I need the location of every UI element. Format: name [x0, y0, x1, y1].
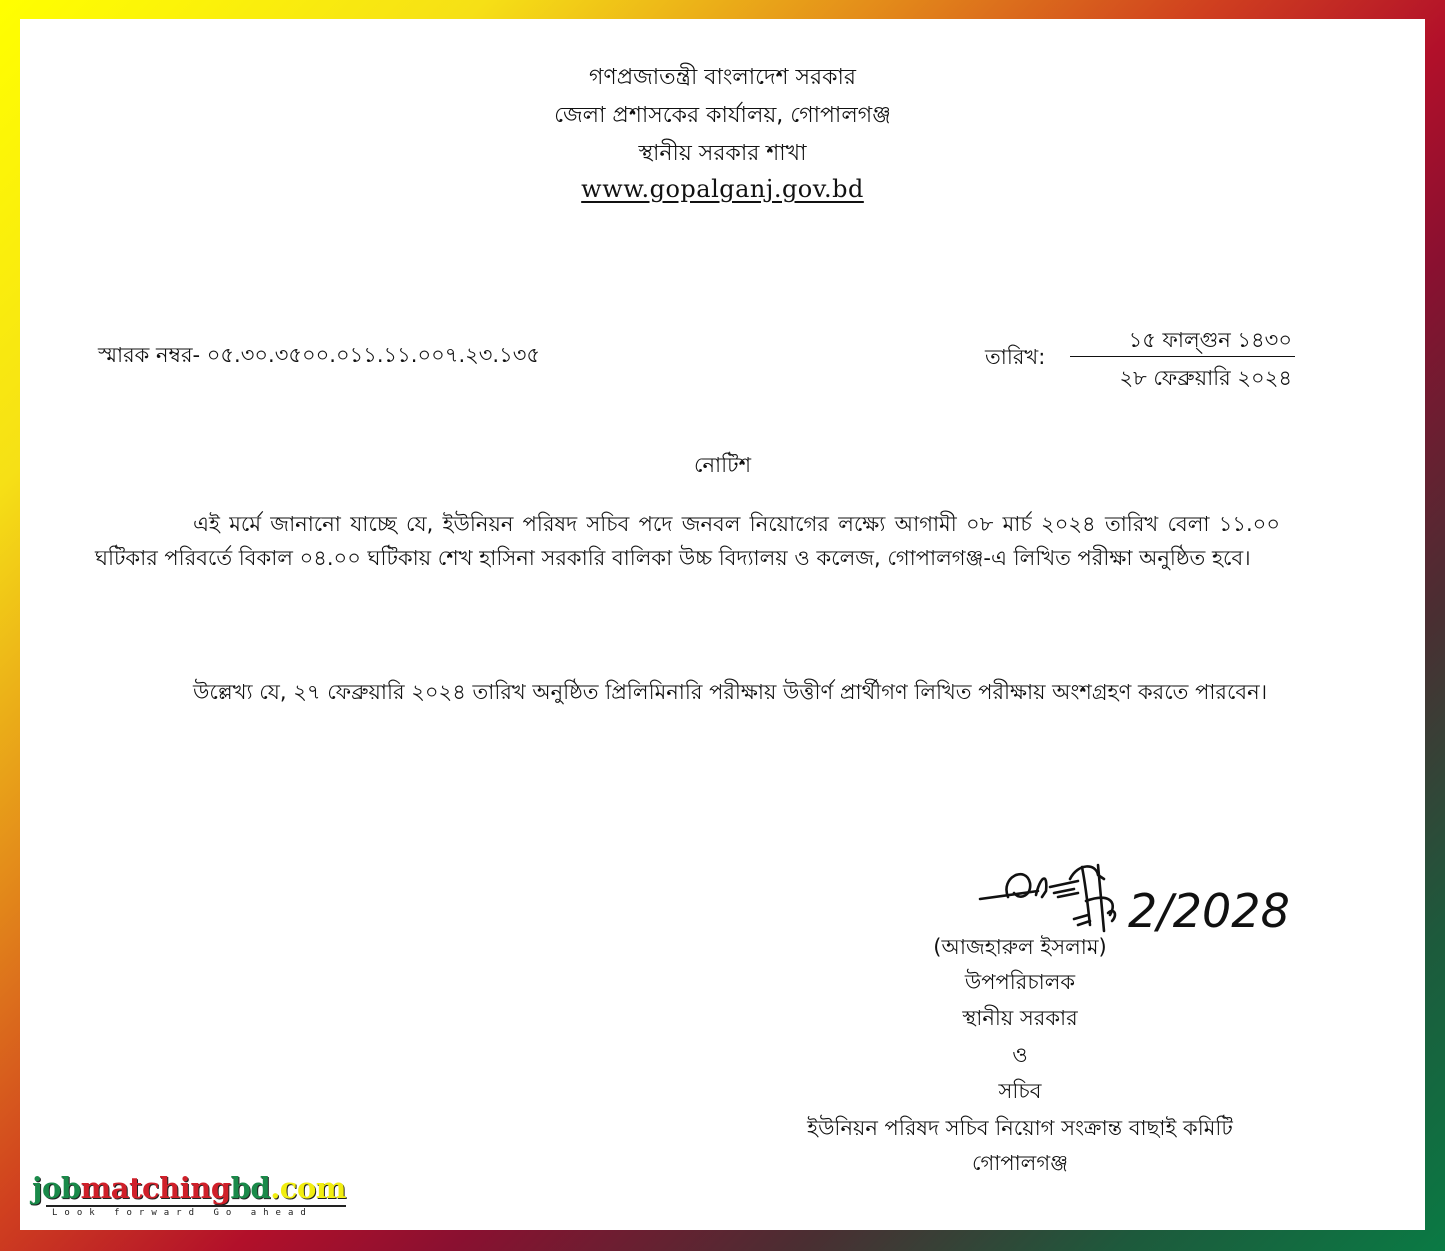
memo-label: স্মারক নম্বর-	[98, 343, 201, 367]
notice-title: নোটিশ	[693, 453, 752, 477]
date-divider	[1070, 356, 1295, 357]
date-gregorian: ২৮ ফেব্রুয়ারি ২০২৪	[1119, 366, 1292, 390]
date-bangla: ১৫ ফাল্গুন ১৪৩০	[1128, 328, 1292, 352]
signatory-department: স্থানীয় সরকার	[962, 1006, 1078, 1030]
website-link[interactable]: www.gopalganj.gov.bd	[581, 175, 864, 203]
signatory-role: সচিব	[998, 1079, 1042, 1103]
branch-heading: স্থানীয় সরকার শাখা	[638, 141, 807, 166]
signatory-designation: উপপরিচালক	[964, 970, 1076, 994]
logo-underline	[46, 1205, 346, 1207]
website-row	[20, 174, 1425, 206]
notice-paragraph-2: উল্লেখ্য যে, ২৭ ফেব্রুয়ারি ২০২৪ তারিখ অনুষ্ঠিত প্রিলিমিনারি পরীক্ষায় উত্তীর্ণ প্রার্থীগণ লিখিত পরীক্ষায় অংশগ্রহণ করতে পারবেন।	[193, 680, 1268, 704]
signatory-location: গোপালগঞ্জ	[971, 1151, 1069, 1175]
jobmatchingbd-logo[interactable]	[32, 1172, 347, 1227]
government-heading: গণপ্রজাতন্ত্রী বাংলাদেশ সরকার	[588, 65, 857, 90]
date-label: তারিখ:	[985, 345, 1046, 369]
svg-text:2/2028: 2/2028	[1128, 884, 1290, 938]
notice-paragraph-1: এই মর্মে জানানো যাচ্ছে যে, ইউনিয়ন পরিষদ সচিব পদে জনবল নিয়োগের লক্ষ্যে আগামী ০৮ মার্চ ২০২৪ তারিখ বেলা ১১.০০ ঘটিকার পরিবর্তে বিকাল ০৪.০০ ঘটিকায় শেখ হাসিনা সরকারি বালিকা উচ্চ বিদ্যালয় ও কলেজ, গোপালগঞ্জ-এ লিখিত পরীক্ষা অনুষ্ঠিত হবে।	[95, 512, 1280, 570]
logo-tagline: Look forward Go ahead	[52, 1208, 313, 1218]
signatory-name: (আজহারুল ইসলাম)	[933, 935, 1107, 959]
office-heading: জেলা প্রশাসকের কার্যালয়, গোপালগঞ্জ	[554, 103, 891, 128]
signatory-conjunction: ও	[1012, 1043, 1028, 1067]
memo-value: ০৫.৩০.৩৫০০.০১১.১১.০০৭.২৩.১৩৫	[206, 343, 541, 367]
signatory-committee: ইউনিয়ন পরিষদ সচিব নিয়োগ সংক্রান্ত বাছাই কমিটি	[807, 1116, 1233, 1140]
notice-document	[20, 19, 1425, 1230]
logo-wordmark: jobmatchingbd.com	[32, 1171, 346, 1205]
memo-number	[98, 339, 540, 374]
